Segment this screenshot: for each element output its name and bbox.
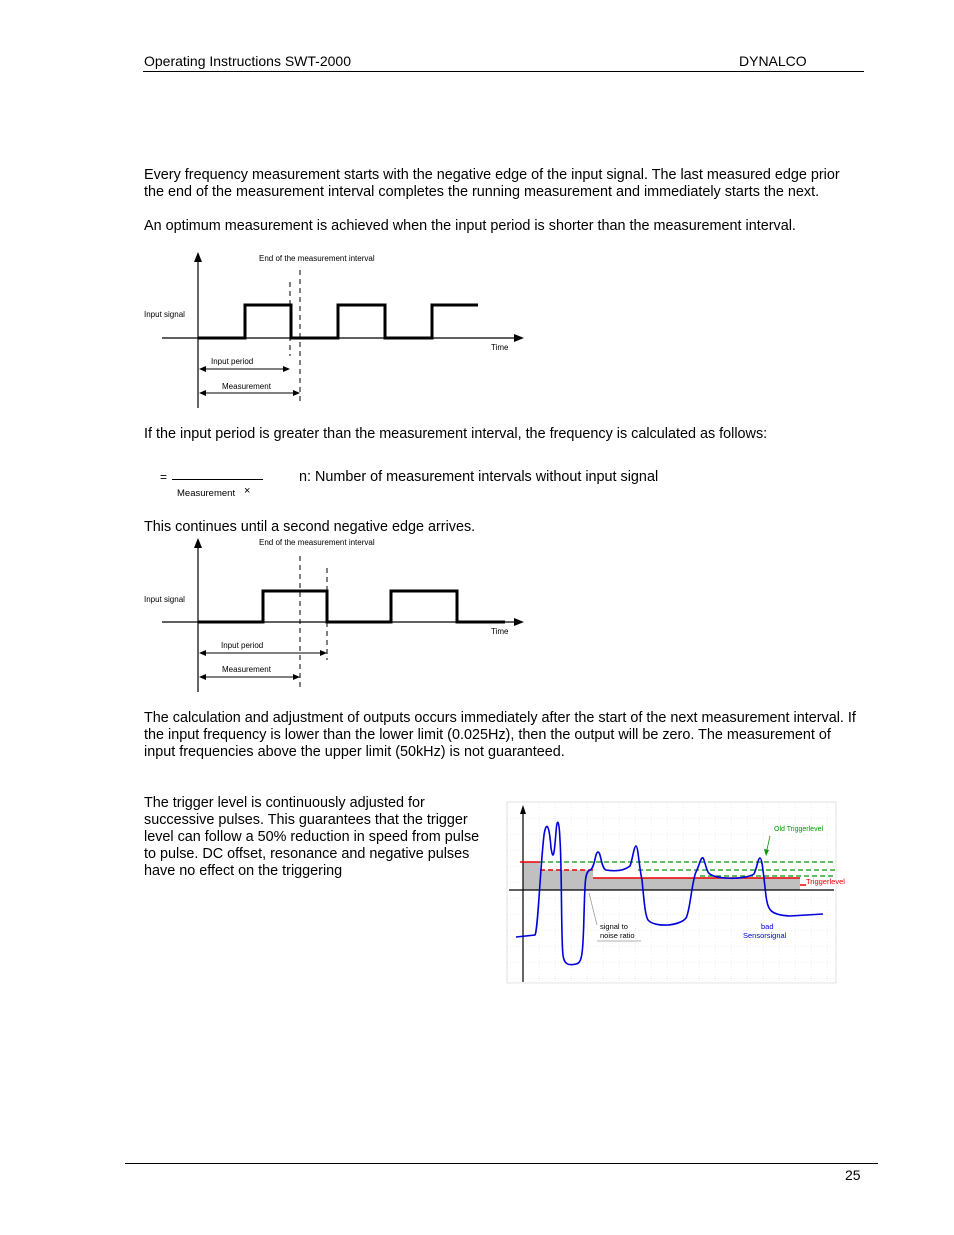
measurement-label-2: Measurement [222,665,271,674]
formula-times: × [244,485,251,497]
header-title: Operating Instructions SWT-2000 [144,53,351,69]
page-number: 25 [845,1167,861,1183]
bad-sensor-label-line2: Sensorsignal [743,931,787,940]
end-of-interval-label: End of the measurement interval [259,254,375,263]
formula-note: n: Number of measurement intervals without input signal [299,469,659,485]
paragraph-optimum: An optimum measurement is achieved when the input period is shorter than the measurement interval. [144,218,796,234]
input-period-label: Input period [211,357,254,366]
time-axis-label-2: Time [491,627,509,636]
formula-equals: = [160,470,168,484]
paragraph-calculation: The calculation and adjustment of outputs occurs immediately after the start of the next measurement interval. If the input frequency is lower than the lower limit (0.025Hz), then the output will be zero. The measurement of input frequencies above the upper limit (50kHz) is not guaranteed. [144,710,856,760]
measurement-label: Measurement [222,382,271,391]
triggerlevel-label: Triggerlevel [806,877,845,886]
input-signal-label-2: Input signal [144,595,185,604]
paragraph-continues: This continues until a second negative edge arrives. [144,519,476,535]
snr-label-line2: noise ratio [600,931,635,940]
input-signal-label: Input signal [144,310,185,319]
end-of-interval-label-2: End of the measurement interval [259,538,375,547]
header-company: DYNALCO [739,53,807,69]
time-axis-label: Time [491,343,509,352]
formula-denominator: Measurement [177,488,236,499]
bad-sensor-label-line1: bad [761,922,774,931]
paragraph-longer-period: If the input period is greater than the measurement interval, the frequency is calculated as follows: [144,426,768,442]
input-period-label-2: Input period [221,641,264,650]
paragraph-measurement-start: Every frequency measurement starts with the negative edge of the input signal. The last measured edge prior the end of the measurement interval completes the running measurement and immediately starts the next. [144,167,840,200]
snr-label-line1: signal to [600,922,628,931]
footer-rule [125,1163,878,1164]
old-triggerlevel-label: Old Triggerlevel [774,826,824,833]
paragraph-trigger: The trigger level is continuously adjusted for successive pulses. This guarantees that the trigger level can follow a 50% reduction in speed from pulse to pulse. DC offset, resonance and negative pulses have no effect on the triggering [144,795,480,879]
